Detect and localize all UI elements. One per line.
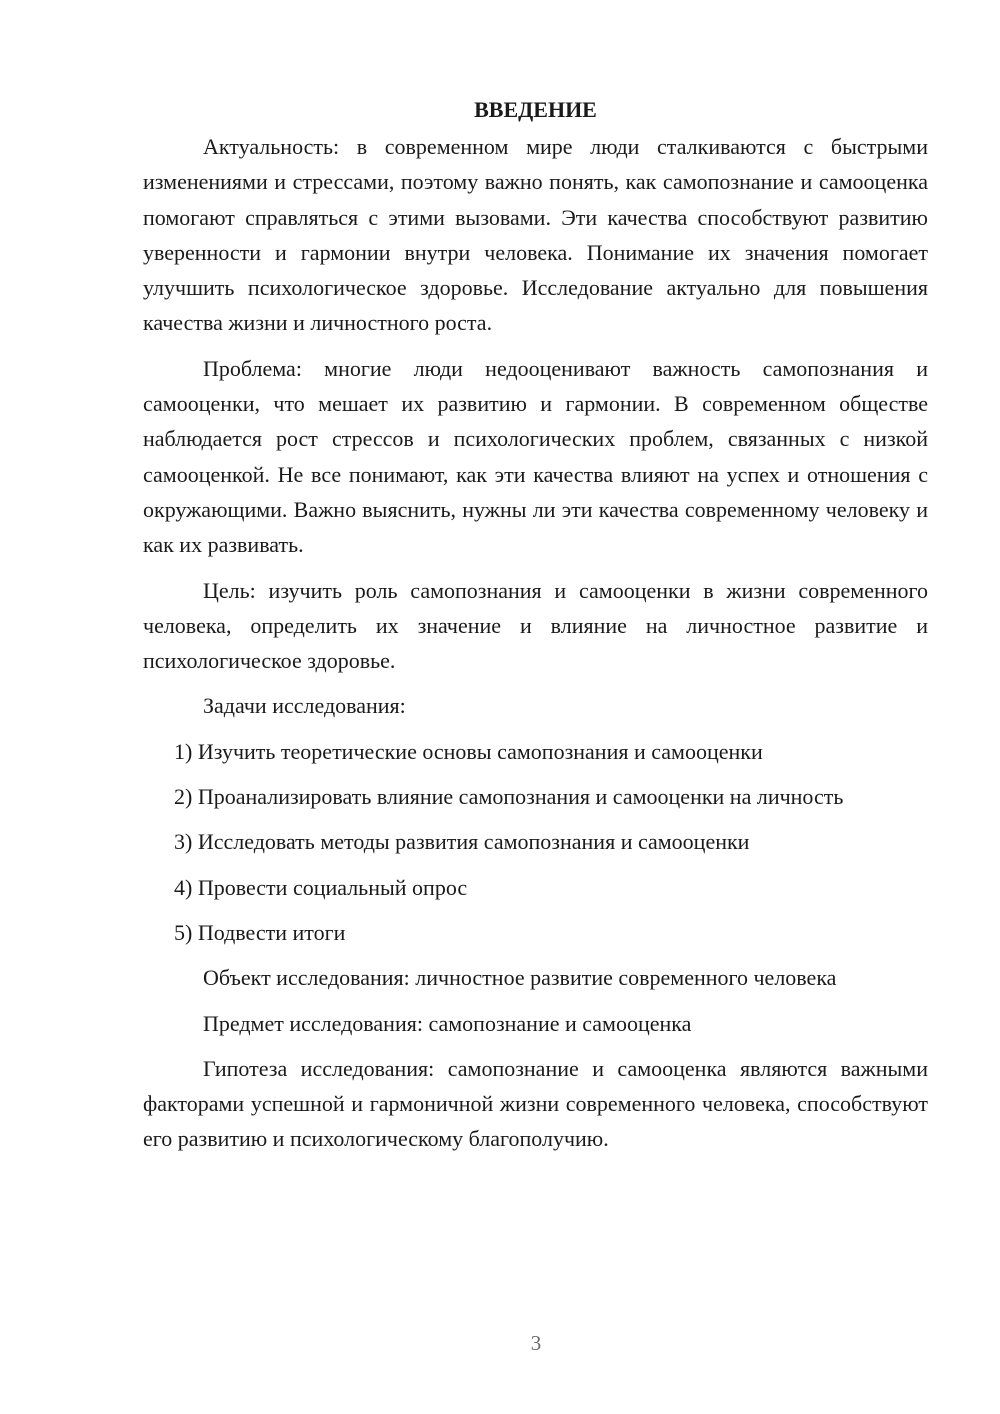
problem-paragraph: Проблема: многие люди недооценивают важность самопознания и самооценки, что мешает их развитию и гармонии. В современном обществе наблюдается рост стрессов и психологических проблем, связанных с низкой самооценкой. Не все понимают, как эти качества влияют на успех и отношения с окружающими. Важно выяснить, нужны ли эти качества современному человеку и как их развивать.	[143, 355, 928, 558]
page-number: 3	[530, 1331, 542, 1355]
section-title: ВВЕДЕНИЕ	[474, 97, 597, 122]
task-item: 1) Изучить теоретические основы самопознания и самооценки	[174, 738, 763, 764]
goal-paragraph: Цель: изучить роль самопознания и самооценки в жизни современного человека, определить их значение и влияние на личностное развитие и психологическое здоровье.	[143, 577, 928, 674]
document-page	[143, 92, 928, 1157]
object-paragraph: Объект исследования: личностное развитие современного человека	[203, 965, 837, 991]
task-item: 2) Проанализировать влияние самопознания и самооценки на личность	[174, 784, 844, 810]
tasks-heading: Задачи исследования:	[203, 693, 406, 719]
subject-paragraph: Предмет исследования: самопознание и самооценка	[203, 1010, 692, 1036]
relevance-paragraph: Актуальность: в современном мире люди сталкиваются с быстрыми изменениями и стрессами, поэтому важно понять, как самопознание и самооценка помогают справляться с этими вызовами. Эти качества способствуют развитию уверенности и гармонии внутри человека. Понимание их значения помогает улучшить психологическое здоровье. Исследование актуально для повышения качества жизни и личностного роста.	[143, 134, 928, 336]
task-item: 3) Исследовать методы развития самопознания и самооценки	[174, 829, 750, 855]
hypothesis-paragraph: Гипотеза исследования: самопознание и самооценка являются важными факторами успешной и гармоничной жизни современного человека, способствуют его развитию и психологическому благополучию.	[143, 1055, 928, 1152]
task-item: 4) Провести социальный опрос	[174, 874, 468, 900]
task-item: 5) Подвести итоги	[174, 919, 346, 945]
